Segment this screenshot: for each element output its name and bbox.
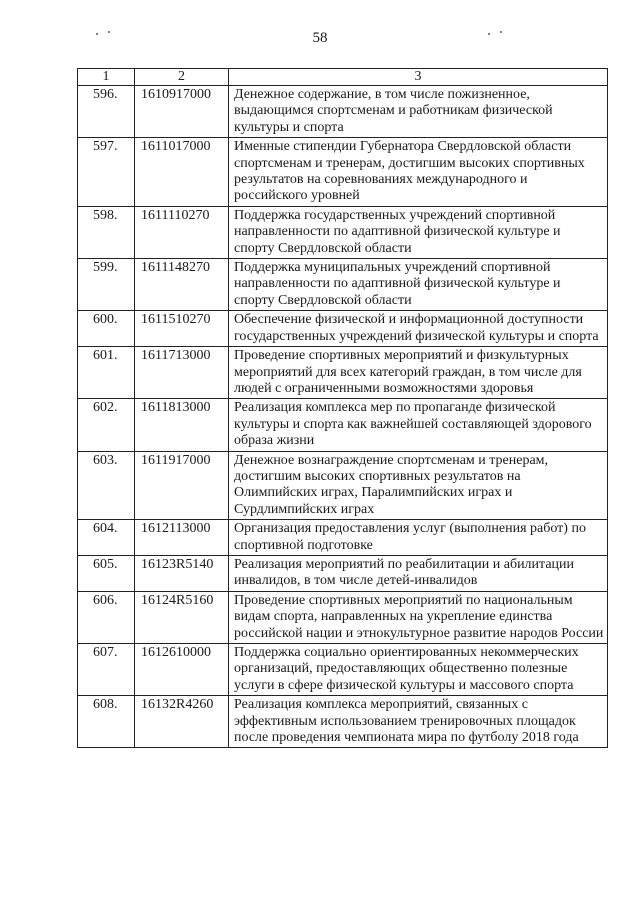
row-description: Реализация мероприятий по реабилитации и абилитации инвалидов, в том числе детей-инвалидов [229,555,608,591]
row-number: 602. [78,399,135,451]
table-row [78,347,608,399]
row-number: 605. [78,555,135,591]
row-description: Реализация комплекса мер по пропаганде физической культуры и спорта как важнейшей составляющей здорового образа жизни [229,399,608,451]
row-code: 1611813000 [135,399,229,451]
row-description: Организация предоставления услуг (выполнения работ) по спортивной подготовке [229,520,608,556]
table-row [78,259,608,311]
row-number: 606. [78,591,135,643]
row-description: Поддержка муниципальных учреждений спортивной направленности по адаптивной физической культуре и спорту Свердловской области [229,259,608,311]
row-code: 1611510270 [135,311,229,347]
row-description: Проведение спортивных мероприятий по национальным видам спорта, направленных на укрепление единства российской нации и этнокультурное развитие народов России [229,591,608,643]
table-row [78,451,608,520]
row-number: 608. [78,696,135,748]
row-description: Денежное вознаграждение спортсменам и тренерам, достигшим высоких спортивных результатов на Олимпийских играх, Паралимпийских играх и Сурдлимпийских играх [229,451,608,520]
column-header-2: 2 [135,69,229,86]
table-row [78,591,608,643]
table-row [78,644,608,696]
row-number: 596. [78,86,135,138]
budget-codes-table [77,68,608,748]
row-code: 1612610000 [135,644,229,696]
row-description: Именные стипендии Губернатора Свердловской области спортсменам и тренерам, достигшим высоких спортивных результатов на соревнованиях международного и российского уровней [229,138,608,207]
table-row [78,206,608,258]
table-row [78,520,608,556]
row-code: 16132R4260 [135,696,229,748]
row-description: Поддержка государственных учреждений спортивной направленности по адаптивной физической культуре и спорту Свердловской области [229,206,608,258]
column-header-1: 1 [78,69,135,86]
table-row [78,138,608,207]
row-number: 601. [78,347,135,399]
row-code: 1611110270 [135,206,229,258]
row-number: 599. [78,259,135,311]
row-number: 604. [78,520,135,556]
table-row [78,311,608,347]
row-number: 597. [78,138,135,207]
table-row [78,555,608,591]
column-header-3: 3 [229,69,608,86]
row-code: 1611148270 [135,259,229,311]
row-description: Денежное содержание, в том числе пожизненное, выдающимся спортсменам и работникам физической культуры и спорта [229,86,608,138]
row-description: Обеспечение физической и информационной доступности государственных учреждений физической культуры и спорта [229,311,608,347]
row-code: 1612113000 [135,520,229,556]
row-number: 603. [78,451,135,520]
page-number: 58 [312,30,328,46]
row-code: 1611713000 [135,347,229,399]
row-description: Реализация комплекса мероприятий, связанных с эффективным использованием тренировочных площадок после проведения чемпионата мира по футболу 2018 года [229,696,608,748]
table-row [78,696,608,748]
row-code: 1611917000 [135,451,229,520]
row-code: 1611017000 [135,138,229,207]
row-number: 598. [78,206,135,258]
row-number: 600. [78,311,135,347]
table-row [78,399,608,451]
table-header-row [78,69,608,86]
row-number: 607. [78,644,135,696]
row-description: Проведение спортивных мероприятий и физкультурных мероприятий для всех категорий граждан, в том числе для людей с ограниченными возможностями здоровья [229,347,608,399]
row-code: 16123R5140 [135,555,229,591]
table-row [78,86,608,138]
row-description: Поддержка социально ориентированных некоммерческих организаций, предоставляющих общественно полезные услуги в сфере физической культуры и массового спорта [229,644,608,696]
row-code: 16124R5160 [135,591,229,643]
row-code: 1610917000 [135,86,229,138]
